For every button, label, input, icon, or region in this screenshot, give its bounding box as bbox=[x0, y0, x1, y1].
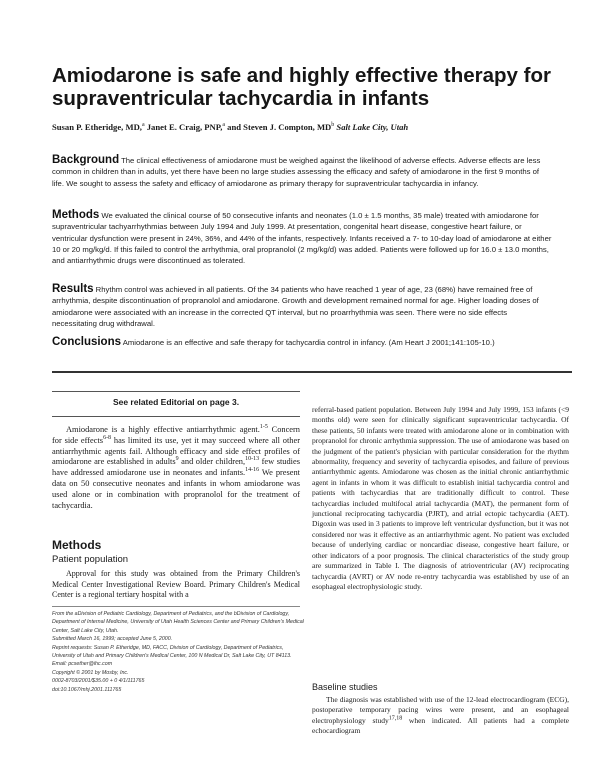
intro-text-4: and older children, bbox=[178, 457, 246, 467]
editorial-rule-bottom bbox=[52, 416, 300, 417]
abstract-methods-heading: Methods bbox=[52, 209, 100, 221]
author-2-affil: a bbox=[222, 122, 226, 129]
footnote-line: Submitted March 16, 1999; accepted June 5, 2000. bbox=[52, 636, 173, 643]
footnote-line: Reprint requests: Susan P. Etheridge, MD, FACC, Division of Cardiology, Department of Pediatrics, University of Utah and Primary Children's Medical Center, 100 N Medical Dr, Salt Lake City, UT 84113. bbox=[52, 644, 292, 660]
patient-population-text: Approval for this study was obtained from the Primary Children's Medical Center Investigational Review Board. Primary Children's Medical Center is a regional tertiary hospital with a bbox=[52, 569, 300, 600]
intro-ref-4: 10-13 bbox=[245, 456, 260, 463]
right-column-text: referral-based patient population. Between July 1994 and July 1999, 153 infants (<9 months old) were seen for clinically significant supraventricular tachycardia. Of these patients, 50 infants were treated with amiodarone alone or in combination with propranolol for chronic arrhythmia suppression. The use of amiodarone was based on the judgment of the patient's physician with particular consideration for the rhythm abnormality, frequency and severity of tachycardia episodes, and failure of previous antiarrhythmic agents. Amiodarone was chosen as the initial chronic antiarrhythmic agent in infants in whom it was difficult to establish initial tachycardia control and patients with tachycardias that are traditionally difficult to control. These tachycardias included multifocal atrial tachycardia (MAT), the permanent form of junctional reciprocating tachycardia (PJRT), and atrial ectopic tachycardia (AET). Digoxin was used in 3 patients to improve left ventricular dysfunction, but it was not considered nor was it effective as an antiarrhythmic agent. No patient was excluded because of underlying cardiac or noncardiac disease, congestive heart failure, or other indicators of a poor prognosis. The clinical characteristics of the study group are summarized in Table I. The diagnosis of atrioventricular (AV) reciprocating tachycardia (AVRT) or AV node re-entry tachycardia was established by use of an esophageal electrophysiologic study. bbox=[312, 405, 569, 591]
intro-paragraph bbox=[52, 425, 300, 511]
intro-ref-3: 9 bbox=[175, 456, 179, 463]
intro-text-3: has limited its use, yet it may succeed where all other antiarrhythmic agents fail. Although efficacy and side effect profiles of amiodarone are established in adults bbox=[52, 435, 300, 467]
intro-text-6: We present data on 50 consecutive neonates and infants in whom amiodarone was used alone or in combination with propranolol for the treatment of tachycardia. bbox=[52, 468, 301, 510]
author-line bbox=[52, 122, 572, 133]
baseline-studies-text bbox=[312, 695, 569, 737]
methods-heading: Methods bbox=[52, 538, 102, 552]
abstract-background bbox=[52, 155, 552, 189]
abstract-background-heading: Background bbox=[52, 154, 120, 166]
baseline-text-1: The diagnosis was established with use of the 12-lead electrocardiogram (ECG), postoperative temporary pacing wires were present, and an esophageal electrophysiology study bbox=[312, 695, 569, 725]
related-editorial-note: See related Editorial on page 3. bbox=[112, 397, 240, 407]
footnote-line: 0002-8703/2001/$35.00 + 0 4/1/111765 bbox=[52, 678, 145, 685]
author-location: Salt Lake City, Utah bbox=[334, 122, 409, 132]
editorial-rule-top bbox=[52, 391, 300, 392]
intro-ref-1: 1-5 bbox=[259, 424, 268, 431]
intro-text-2: Concern for side effects bbox=[52, 425, 300, 445]
article-title: Amiodarone is safe and highly effective therapy for supraventricular tachycardia in infants bbox=[52, 64, 551, 110]
author-3: and Steven J. Compton, MD bbox=[225, 122, 332, 132]
footnote-line: Email: pcsether@ihc.com bbox=[52, 661, 113, 668]
author-1-affil: a bbox=[141, 122, 145, 129]
intro-ref-2: 6-8 bbox=[103, 435, 112, 441]
abstract-divider bbox=[52, 371, 572, 373]
abstract-results-text: Rhythm control was achieved in all patients. Of the 34 patients who have reached 1 year of age, 23 (68%) have remained free of arrhythmia, despite discontinuation of propranolol and amiodarone. Growth and development remained normal for age. Higher loading doses of amiodarone were associated with an increase in the corrected QT interval, but no proarrhythmia was seen. There were no side effects necessitating drug withdrawal. bbox=[52, 285, 539, 328]
baseline-text-2: when indicated. All patients had a complete echocardiogram bbox=[312, 715, 569, 736]
abstract-conclusions-heading: Conclusions bbox=[52, 336, 122, 348]
author-3-affil: b bbox=[331, 122, 335, 129]
footnote-line: doi:10.1067/mhj.2001.111765 bbox=[52, 686, 122, 693]
abstract-methods bbox=[52, 210, 552, 266]
intro-ref-5: 14-16 bbox=[245, 467, 260, 474]
footnote-line: Copyright © 2001 by Mosby, Inc. bbox=[52, 669, 129, 676]
abstract-conclusions-text: Amiodarone is an effective and safe therapy for tachycardia control in infancy. (Am Heart J 2001;141:105-10.) bbox=[121, 338, 495, 347]
abstract-methods-text: We evaluated the clinical course of 50 consecutive infants and neonates (1.0 ± 1.5 months, 35 male) treated with amiodarone for supraventricular tachyarrhythmias between July 1994 and July 1999. At presentation, congenital heart disease, congestive heart failure, or ventricular dysfunction were present in 24%, 36%, and 44% of the infants, respectively. Infants received a 7- to 10-day load of amiodarone at either 10 or 20 mg/kg/d. If this failed to control the arrhythmia, oral propranolol (2 mg/kg/d) was added. Patients were followed up for 16.0 ± 13.0 months, and antiarrhythmic drugs were discontinued as tolerated. bbox=[52, 211, 552, 266]
patient-population-heading: Patient population bbox=[52, 554, 129, 565]
abstract-conclusions bbox=[52, 337, 552, 348]
author-1: Susan P. Etheridge, MD, bbox=[52, 122, 142, 132]
affiliation-footnote bbox=[52, 610, 304, 694]
footnote-line: From the aDivision of Pediatric Cardiology, Department of Pediatrics, and the bDivision of Cardiology, Department of Internal Medicine, University of Utah Health Sciences Center and Primary Children's Medical Center, Salt Lake City, Utah. bbox=[52, 611, 304, 634]
footnote-rule bbox=[52, 606, 300, 607]
intro-text-1: Amiodarone is a highly effective antiarrhythmic agent. bbox=[66, 425, 260, 434]
baseline-studies-heading: Baseline studies bbox=[312, 682, 378, 692]
abstract-background-text: The clinical effectiveness of amiodarone must be weighed against the likelihood of adverse effects. Adverse effects are less common in children than in adults, yet there have been no large studies assessing the efficacy and safety of amiodarone in the first 9 months of life. We sought to assess the safety and efficacy of amiodarone as primary therapy for supraventricular tachycardia in infancy. bbox=[52, 156, 541, 188]
intro-text-5: few studies have addressed amiodarone use in neonates and infants. bbox=[52, 457, 300, 478]
author-2: Janet E. Craig, PNP, bbox=[144, 122, 223, 132]
abstract-results bbox=[52, 284, 552, 329]
baseline-ref-1: 17,18 bbox=[388, 715, 403, 722]
abstract-results-heading: Results bbox=[52, 283, 94, 295]
